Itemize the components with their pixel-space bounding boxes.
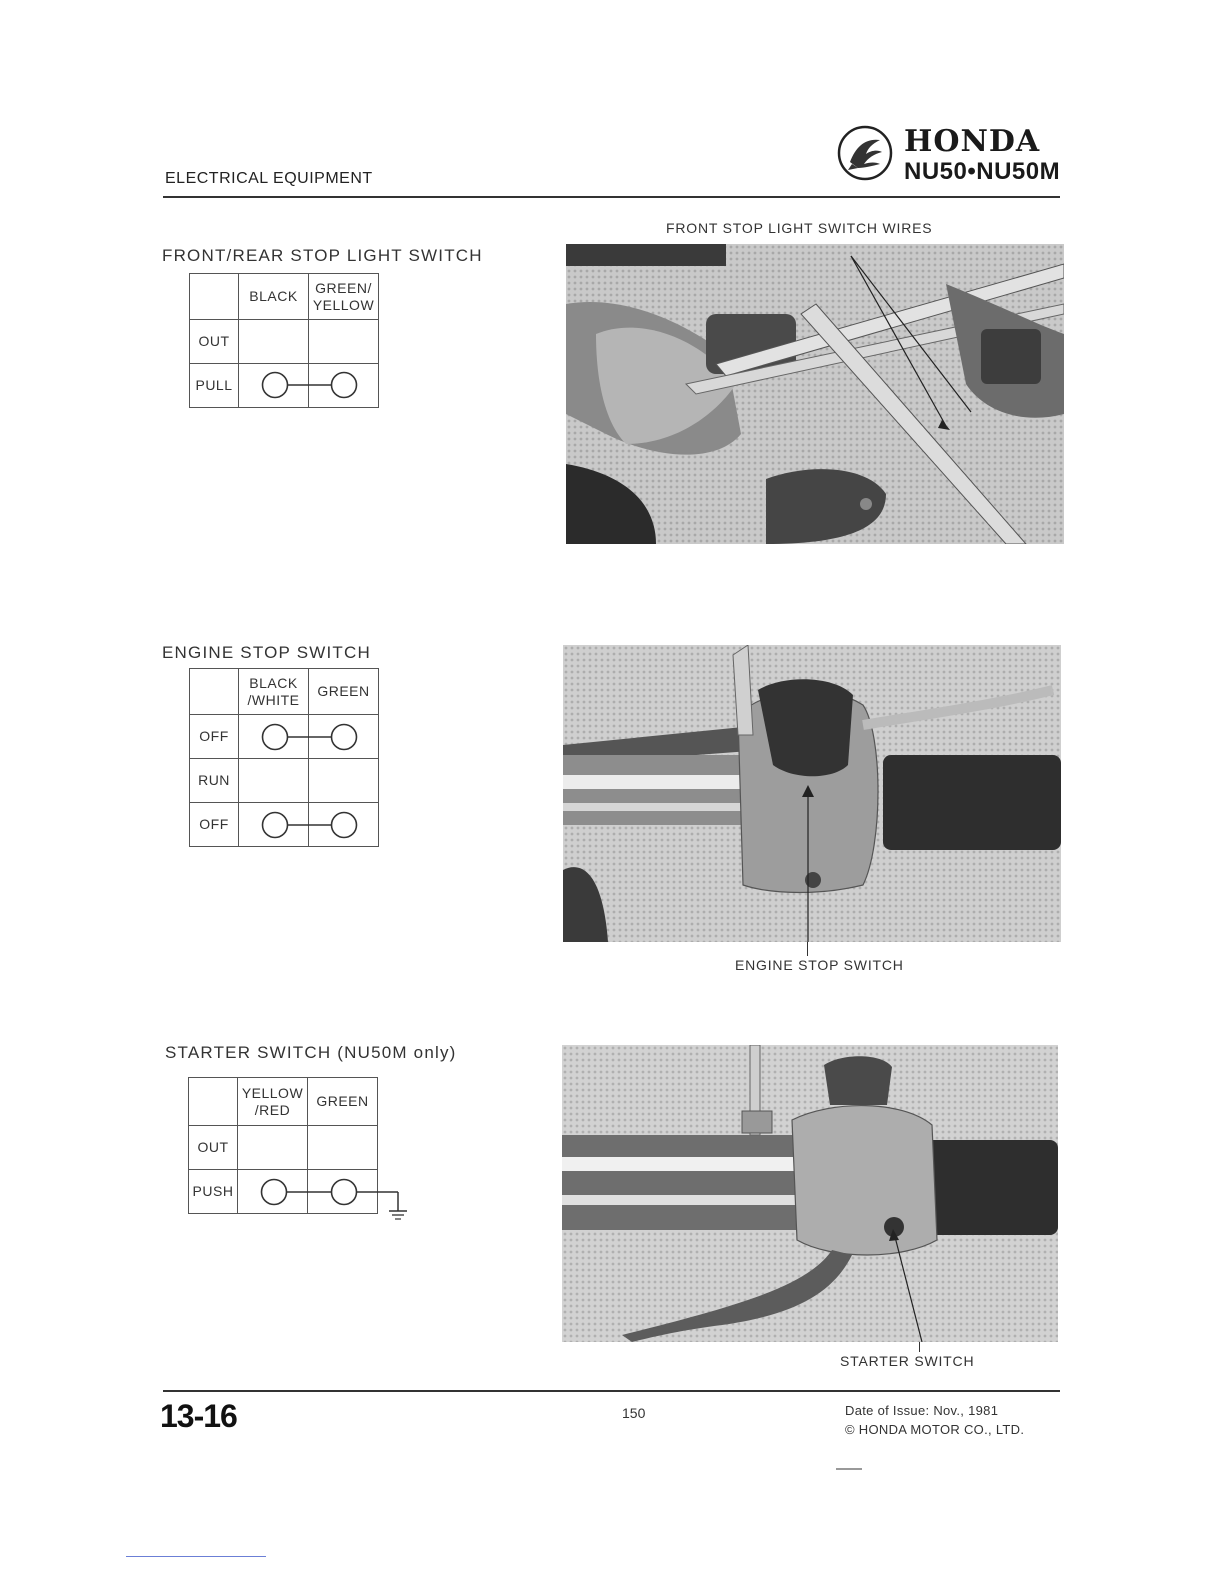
- row-label: RUN: [190, 759, 239, 803]
- starter-leader-line: [919, 1342, 920, 1352]
- column-header: YELLOW /RED: [238, 1078, 308, 1126]
- row-label: OFF: [190, 715, 239, 759]
- page-number: 150: [622, 1405, 646, 1421]
- copyright: © HONDA MOTOR CO., LTD.: [845, 1422, 1025, 1437]
- continuity-circle-icon: [263, 813, 288, 838]
- column-header: BLACK /WHITE: [239, 669, 309, 715]
- column-header: GREEN/ YELLOW: [309, 274, 379, 320]
- column-header: GREEN: [309, 669, 379, 715]
- continuity-circle-icon: [263, 725, 288, 750]
- model-names: NU50•NU50M: [904, 158, 1061, 185]
- row-label: OUT: [190, 320, 239, 364]
- starter-switch-photo: [562, 1045, 1058, 1342]
- continuity-circle-icon: [332, 1180, 357, 1205]
- column-header: BLACK: [239, 274, 309, 320]
- front-rear-section-title: FRONT/REAR STOP LIGHT SWITCH: [162, 246, 483, 265]
- engine-stop-continuity-marks: [189, 668, 389, 853]
- starter-continuity-marks: [188, 1077, 418, 1227]
- row-label: PULL: [190, 364, 239, 408]
- row-label: OFF: [190, 803, 239, 847]
- front-stop-light-photo: [566, 244, 1064, 544]
- section-header: ELECTRICAL EQUIPMENT: [165, 170, 373, 187]
- continuity-circle-icon: [332, 373, 357, 398]
- starter-switch-caption: STARTER SWITCH: [840, 1353, 975, 1369]
- engine-stop-switch-photo: [563, 645, 1061, 942]
- footnote-rule: [126, 1556, 266, 1557]
- front-rear-continuity-marks: [189, 273, 389, 413]
- column-header: GREEN: [308, 1078, 378, 1126]
- front-stop-light-wires-caption: FRONT STOP LIGHT SWITCH WIRES: [666, 220, 933, 236]
- continuity-circle-icon: [332, 813, 357, 838]
- header-rule: [163, 196, 1060, 198]
- row-label: OUT: [189, 1126, 238, 1170]
- continuity-circle-icon: [262, 1180, 287, 1205]
- ground-symbol-icon: [389, 1192, 407, 1219]
- row-label: PUSH: [189, 1170, 238, 1214]
- engine-stop-switch-caption: ENGINE STOP SWITCH: [735, 957, 904, 973]
- engine-stop-leader-line: [807, 942, 808, 956]
- page-code: 13-16: [160, 1398, 237, 1434]
- continuity-circle-icon: [332, 725, 357, 750]
- scan-mark: [836, 1468, 862, 1470]
- honda-logo: [836, 122, 1066, 192]
- honda-wing-emblem-icon: [836, 124, 894, 182]
- footer-rule: [163, 1390, 1060, 1392]
- continuity-circle-icon: [263, 373, 288, 398]
- starter-section-title: STARTER SWITCH (NU50M only): [165, 1043, 457, 1062]
- brand-name: HONDA: [904, 124, 1041, 159]
- issue-info: [845, 1401, 1024, 1439]
- engine-stop-section-title: ENGINE STOP SWITCH: [162, 643, 371, 662]
- issue-date: Date of Issue: Nov., 1981: [845, 1403, 999, 1418]
